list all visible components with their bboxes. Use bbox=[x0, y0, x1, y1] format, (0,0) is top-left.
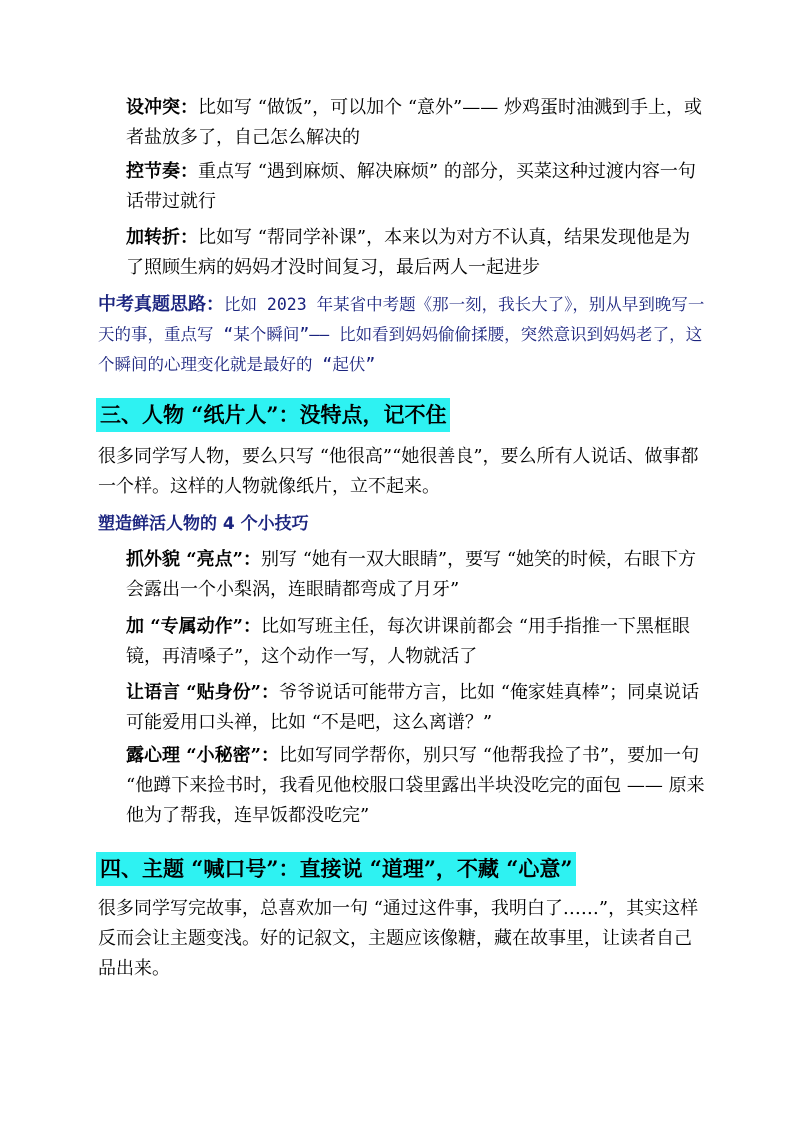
tip-conflict bbox=[126, 93, 706, 153]
tip-text: 比如写 “做饭”，可以加个 “意外”—— 炒鸡蛋时油溅到手上，或者盐放多了，自己怎么解决的 bbox=[126, 97, 702, 148]
tip-label: 露心理 “小秘密”： bbox=[126, 745, 279, 766]
tip-text: 比如写 “帮同学补课”，本来以为对方不认真，结果发现他是为了照顾生病的妈妈才没时间复习，最后两人一起进步 bbox=[126, 227, 691, 278]
section4-intro: 很多同学写完故事，总喜欢加一句 “通过这件事，我明白了……”，其实这样反而会让主题变浅。好的记叙文，主题应该像糖，藏在故事里，让读者自己品出来。 bbox=[98, 898, 699, 979]
tip-label: 加转折： bbox=[126, 227, 198, 248]
section3-subhead: 塑造鲜活人物的 4 个小技巧 bbox=[98, 514, 309, 534]
exam-tip-text: 比如 2023 年某省中考题《那一刻，我长大了》，别从早到晚写一天的事，重点写 “某个瞬间”—— 比如看到妈妈偷偷揉腰，突然意识到妈妈老了，这个瞬间的心理变化就是最好的 “起伏” bbox=[98, 295, 705, 374]
tip-appearance bbox=[126, 545, 706, 605]
tip-label: 让语言 “贴身份”： bbox=[126, 682, 279, 703]
tip-text: 比如写班主任，每次讲课前都会 “用手指推一下黑框眼镜，再清嗓子”，这个动作一写，人物就活了 bbox=[126, 616, 690, 667]
exam-tip bbox=[98, 290, 706, 380]
tip-language bbox=[126, 678, 706, 738]
tip-twist bbox=[126, 223, 706, 283]
tip-label: 控节奏： bbox=[126, 161, 198, 182]
tip-label: 加 “专属动作”： bbox=[126, 616, 261, 637]
tip-psychology bbox=[126, 741, 706, 831]
tip-text: 爷爷说话可能带方言，比如 “俺家娃真棒”；同桌说话可能爱用口头禅，比如 “不是吧，这么离谱？” bbox=[126, 682, 700, 733]
section-heading-theme: 四、主题 “喊口号”：直接说 “道理”，不藏 “心意” bbox=[96, 852, 576, 886]
tip-rhythm bbox=[126, 157, 706, 217]
tip-text: 比如写同学帮你，别只写 “他帮我捡了书”，要加一句 “他蹲下来捡书时，我看见他校服口袋里露出半块没吃完的面包 —— 原来他为了帮我，连早饭都没吃完” bbox=[126, 745, 705, 826]
section-heading-characters: 三、人物 “纸片人”：没特点，记不住 bbox=[96, 398, 450, 432]
tip-label: 抓外貌 “亮点”： bbox=[126, 549, 261, 570]
tip-action bbox=[126, 612, 706, 672]
tip-text: 别写 “她有一双大眼睛”，要写 “她笑的时候，右眼下方会露出一个小梨涡，连眼睛都弯成了月牙” bbox=[126, 549, 697, 600]
tip-label: 设冲突： bbox=[126, 97, 198, 118]
tip-text: 重点写 “遇到麻烦、解决麻烦” 的部分，买菜这种过渡内容一句话带过就行 bbox=[126, 161, 696, 212]
exam-tip-label: 中考真题思路： bbox=[98, 294, 224, 315]
section3-intro: 很多同学写人物，要么只写 “他很高”“她很善良”，要么所有人说话、做事都一个样。这样的人物就像纸片，立不起来。 bbox=[98, 446, 699, 497]
